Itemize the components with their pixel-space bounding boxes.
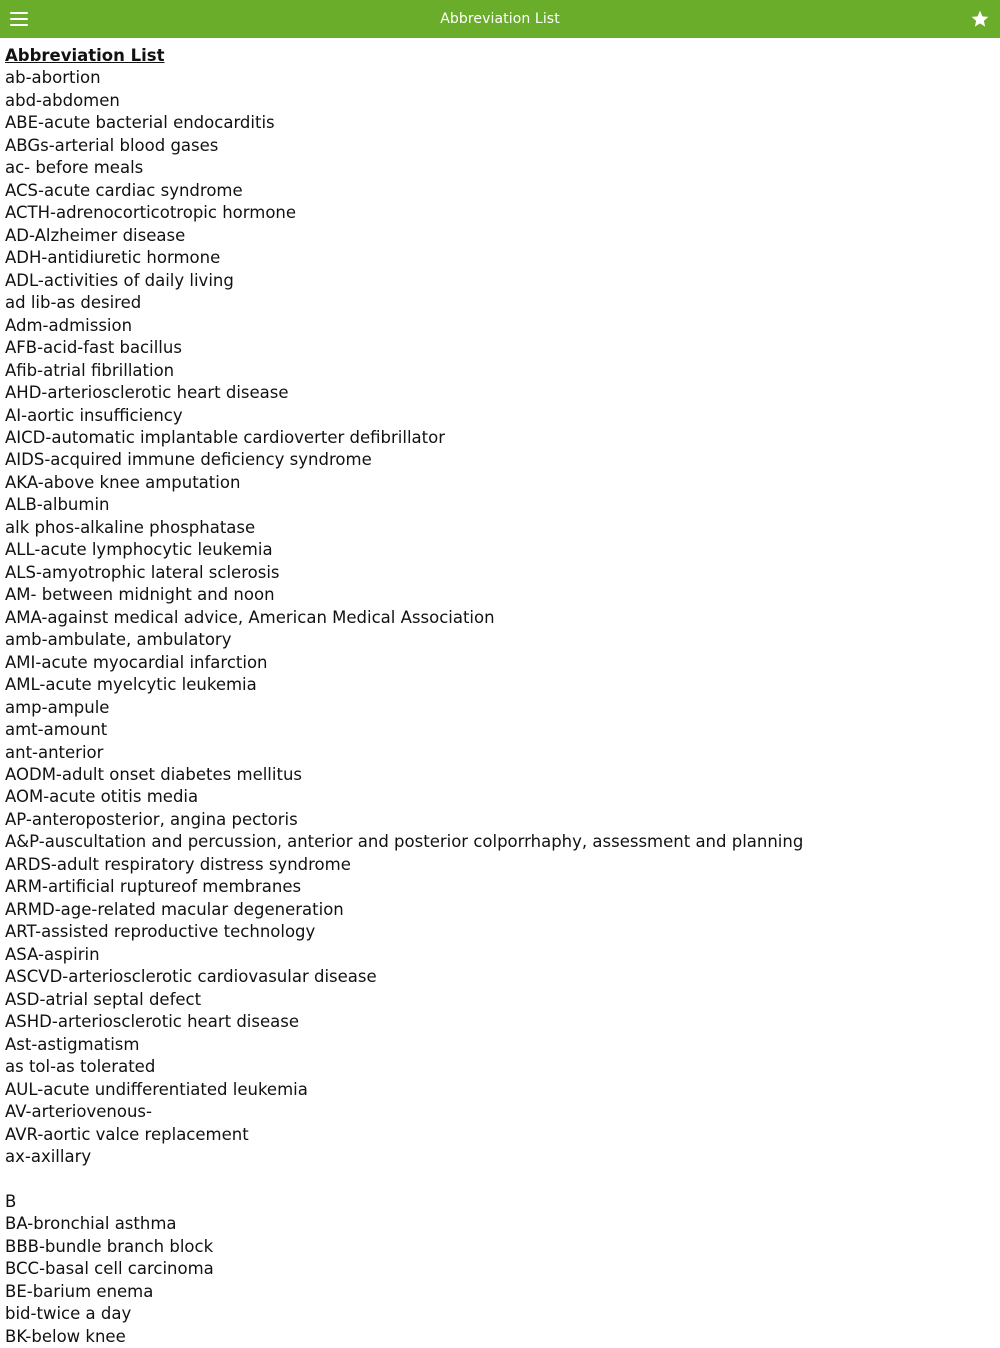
- top-app-bar: [0, 0, 1000, 38]
- abbreviation-item: amt-amount: [5, 720, 108, 740]
- abbreviation-item: ASCVD-arteriosclerotic cardiovasular disease: [5, 967, 377, 987]
- star-icon[interactable]: [970, 9, 990, 29]
- abbreviation-item: BK-below knee: [5, 1326, 126, 1346]
- abbreviation-item: abd-abdomen: [5, 90, 120, 110]
- abbreviation-item: AKA-above knee amputation: [5, 472, 241, 492]
- b-abbreviation-list: [5, 1213, 995, 1348]
- hamburger-menu-icon[interactable]: [10, 10, 28, 28]
- abbreviation-content: [5, 45, 995, 1348]
- abbreviation-item: Ast-astigmatism: [5, 1034, 140, 1054]
- abbreviation-item: AVR-aortic valce replacement: [5, 1124, 249, 1144]
- abbreviation-item: ABGs-arterial blood gases: [5, 135, 219, 155]
- abbreviation-item: AFB-acid-fast bacillus: [5, 338, 182, 358]
- abbreviation-item: amp-ampule: [5, 697, 110, 717]
- abbreviation-item: ab-abortion: [5, 68, 101, 88]
- abbreviation-item: BBB-bundle branch block: [5, 1236, 214, 1256]
- abbreviation-item: AODM-adult onset diabetes mellitus: [5, 765, 302, 784]
- abbreviation-item: AICD-automatic implantable cardioverter defibrillator: [5, 427, 446, 447]
- abbreviation-item: AHD-arteriosclerotic heart disease: [5, 383, 289, 403]
- abbreviation-item: BE-barium enema: [5, 1281, 154, 1301]
- abbreviation-item: AMA-against medical advice, American Medical Association: [5, 607, 495, 627]
- abbreviation-item: AIDS-acquired immune deficiency syndrome: [5, 450, 372, 470]
- content-heading: Abbreviation List: [5, 46, 165, 65]
- abbreviation-item: ASD-atrial septal defect: [5, 989, 202, 1009]
- abbreviation-item: ADH-antidiuretic hormone: [5, 248, 221, 268]
- abbreviation-item: AD-Alzheimer disease: [5, 225, 186, 245]
- abbreviation-item: ac- before meals: [5, 158, 144, 178]
- abbreviation-item: ARMD-age-related macular degeneration: [5, 899, 344, 919]
- abbreviation-item: ACTH-adrenocorticotropic hormone: [5, 203, 297, 223]
- page-title: Abbreviation List: [440, 11, 560, 27]
- abbreviation-item: ABE-acute bacterial endocarditis: [5, 113, 275, 133]
- abbreviation-item: BCC-basal cell carcinoma: [5, 1259, 214, 1279]
- abbreviation-item: AI-aortic insufficiency: [5, 405, 183, 425]
- abbreviation-item: ARDS-adult respiratory distress syndrome: [5, 854, 351, 874]
- abbreviation-item: AML-acute myelcytic leukemia: [5, 675, 257, 695]
- abbreviation-item: AM- between midnight and noon: [5, 585, 275, 605]
- abbreviation-item: amb-ambulate, ambulatory: [5, 630, 232, 650]
- abbreviation-item: as tol-as tolerated: [5, 1057, 156, 1077]
- abbreviation-item: ACS-acute cardiac syndrome: [5, 180, 243, 200]
- abbreviation-item: AUL-acute undifferentiated leukemia: [5, 1079, 308, 1099]
- abbreviation-item: BA-bronchial asthma: [5, 1214, 177, 1234]
- abbreviation-item: Adm-admission: [5, 315, 133, 335]
- blank-spacer: [5, 1168, 995, 1190]
- abbreviation-item: ant-anterior: [5, 742, 104, 762]
- abbreviation-item: AP-anteroposterior, angina pectoris: [5, 809, 298, 829]
- abbreviation-item: AMI-acute myocardial infarction: [5, 652, 268, 672]
- abbreviation-item: ART-assisted reproductive technology: [5, 922, 316, 942]
- abbreviation-item: ASA-aspirin: [5, 944, 100, 964]
- abbreviation-item: A&P-auscultation and percussion, anterior and posterior colporrhaphy, assessment and planning: [5, 832, 804, 852]
- a-abbreviation-list: [5, 67, 995, 1168]
- section-letter-b: B: [5, 1191, 17, 1211]
- abbreviation-item: bid-twice a day: [5, 1304, 132, 1324]
- abbreviation-item: Afib-atrial fibrillation: [5, 360, 175, 380]
- abbreviation-item: AOM-acute otitis media: [5, 787, 199, 807]
- abbreviation-item: ASHD-arteriosclerotic heart disease: [5, 1012, 299, 1032]
- abbreviation-item: ax-axillary: [5, 1146, 92, 1166]
- abbreviation-item: AV-arteriovenous-: [5, 1102, 152, 1122]
- abbreviation-item: ALL-acute lymphocytic leukemia: [5, 540, 273, 560]
- abbreviation-item: ARM-artificial ruptureof membranes: [5, 877, 302, 897]
- abbreviation-item: ALB-albumin: [5, 495, 110, 515]
- abbreviation-item: ad lib-as desired: [5, 293, 142, 313]
- abbreviation-item: ADL-activities of daily living: [5, 270, 234, 290]
- abbreviation-item: ALS-amyotrophic lateral sclerosis: [5, 562, 280, 582]
- abbreviation-item: alk phos-alkaline phosphatase: [5, 517, 256, 537]
